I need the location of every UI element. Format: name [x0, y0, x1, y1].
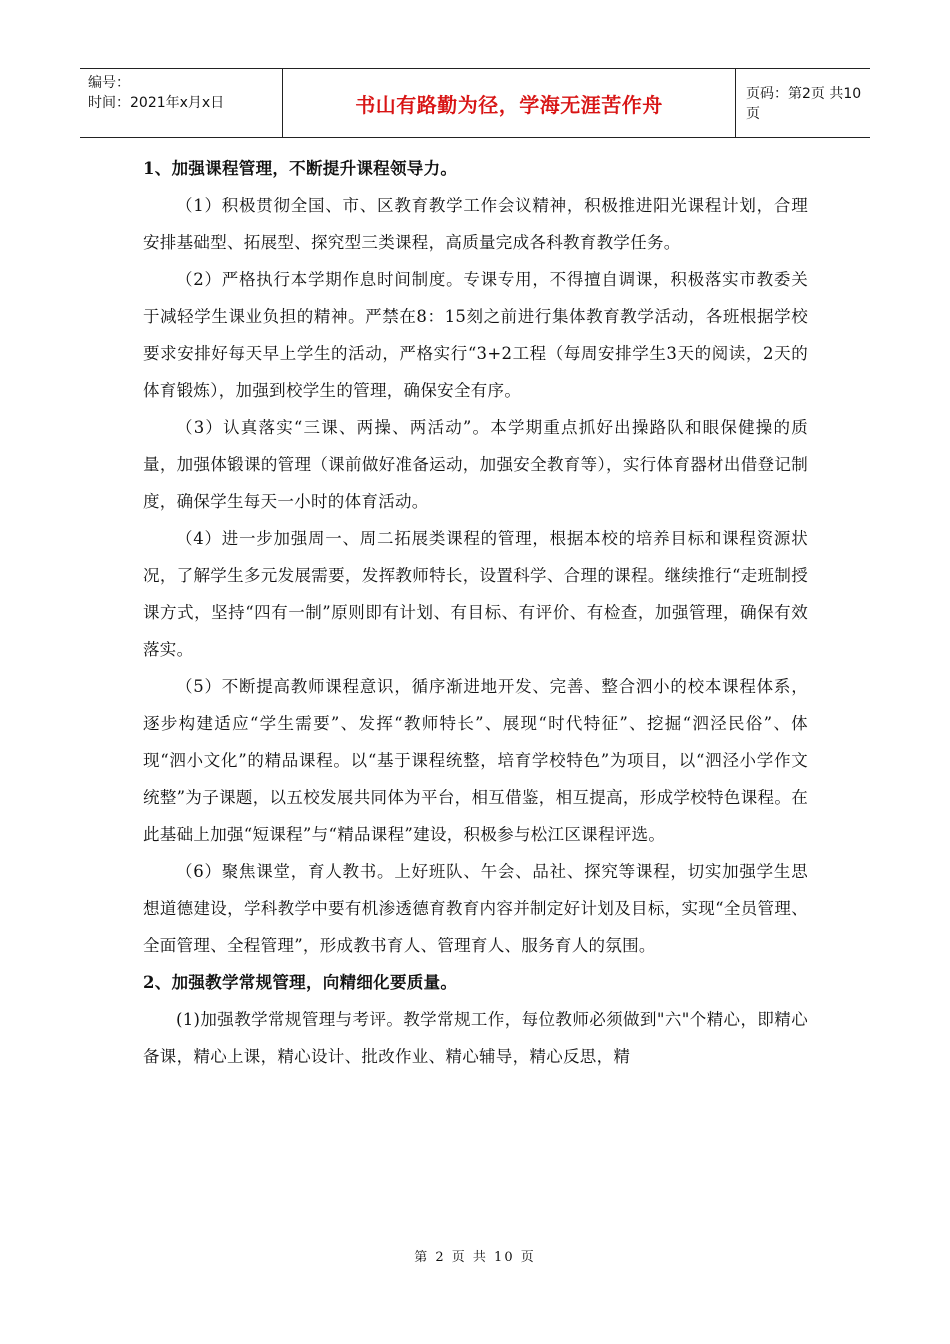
paragraph: （1）积极贯彻全国、市、区教育教学工作会议精神，积极推进阳光课程计划，合理安排基础型、拓展型、探究型三类课程，高质量完成各科教育教学任务。	[143, 196, 808, 252]
header-meta	[80, 69, 283, 137]
page-header	[80, 68, 870, 138]
page-footer	[0, 1246, 950, 1265]
paragraph: （6）聚焦课堂，育人教书。上好班队、午会、品社、探究等课程，切实加强学生思想道德建设，学科教学中要有机渗透德育教育内容并制定好计划及目标，实现“全员管理、全面管理、全程管理”，形成教书育人、管理育人、服务育人的氛围。	[143, 862, 808, 955]
document-body	[143, 150, 808, 1075]
paragraph: （5）不断提高教师课程意识，循序渐进地开发、完善、整合泗小的校本课程体系，逐步构建适应“学生需要”、发挥“教师特长”、展现“时代特征”、挖掘“泗泾民俗”、体现“泗小文化”的精品课程。以“基于课程统整，培育学校特色”为项目，以“泗泾小学作文统整”为子课题，以五校发展共同体为平台，相互借鉴，相互提高，形成学校特色课程。在此基础上加强“短课程”与“精品课程”建设，积极参与松江区课程评选。	[143, 677, 808, 844]
paragraph: （2）严格执行本学期作息时间制度。专课专用，不得擅自调课，积极落实市教委关于减轻学生课业负担的精神。严禁在8：15刻之前进行集体教育教学活动，各班根据学校要求安排好每天早上学生的活动，严格实行“3+2工程（每周安排学生3天的阅读，2天的体育锻炼），加强到校学生的管理，确保安全有序。	[143, 270, 808, 400]
page-info-text: 页码：第2页 共10页	[746, 86, 862, 122]
paragraph: （4）进一步加强周一、周二拓展类课程的管理，根据本校的培养目标和课程资源状况，了解学生多元发展需要，发挥教师特长，设置科学、合理的课程。继续推行“走班制授课方式，坚持“四有一制”原则即有计划、有目标、有评价、有检查，加强管理，确保有效落实。	[143, 529, 808, 659]
header-motto-cell	[283, 69, 736, 137]
section-heading: 1、加强课程管理，不断提升课程领导力。	[143, 159, 458, 178]
serial-label: 编号：	[88, 75, 130, 91]
paragraph: (1)加强教学常规管理与考评。教学常规工作，每位教师必须做到"六"个精心，即精心备课，精心上课，精心设计、批改作业、精心辅导，精心反思，精	[143, 1010, 808, 1066]
date-line: 时间：2021年x月x日	[88, 95, 225, 111]
header-page-info	[736, 69, 870, 137]
paragraph: （3）认真落实“三课、两操、两活动”。本学期重点抓好出操路队和眼保健操的质量，加强体锻课的管理（课前做好准备运动，加强安全教育等），实行体育器材出借登记制度，确保学生每天一小时的体育活动。	[143, 418, 808, 511]
footer-page-number: 第 2 页 共 10 页	[414, 1250, 536, 1265]
section-heading: 2、加强教学常规管理，向精细化要质量。	[143, 973, 458, 992]
header-motto: 书山有路勤为径，学海无涯苦作舟	[355, 92, 663, 117]
